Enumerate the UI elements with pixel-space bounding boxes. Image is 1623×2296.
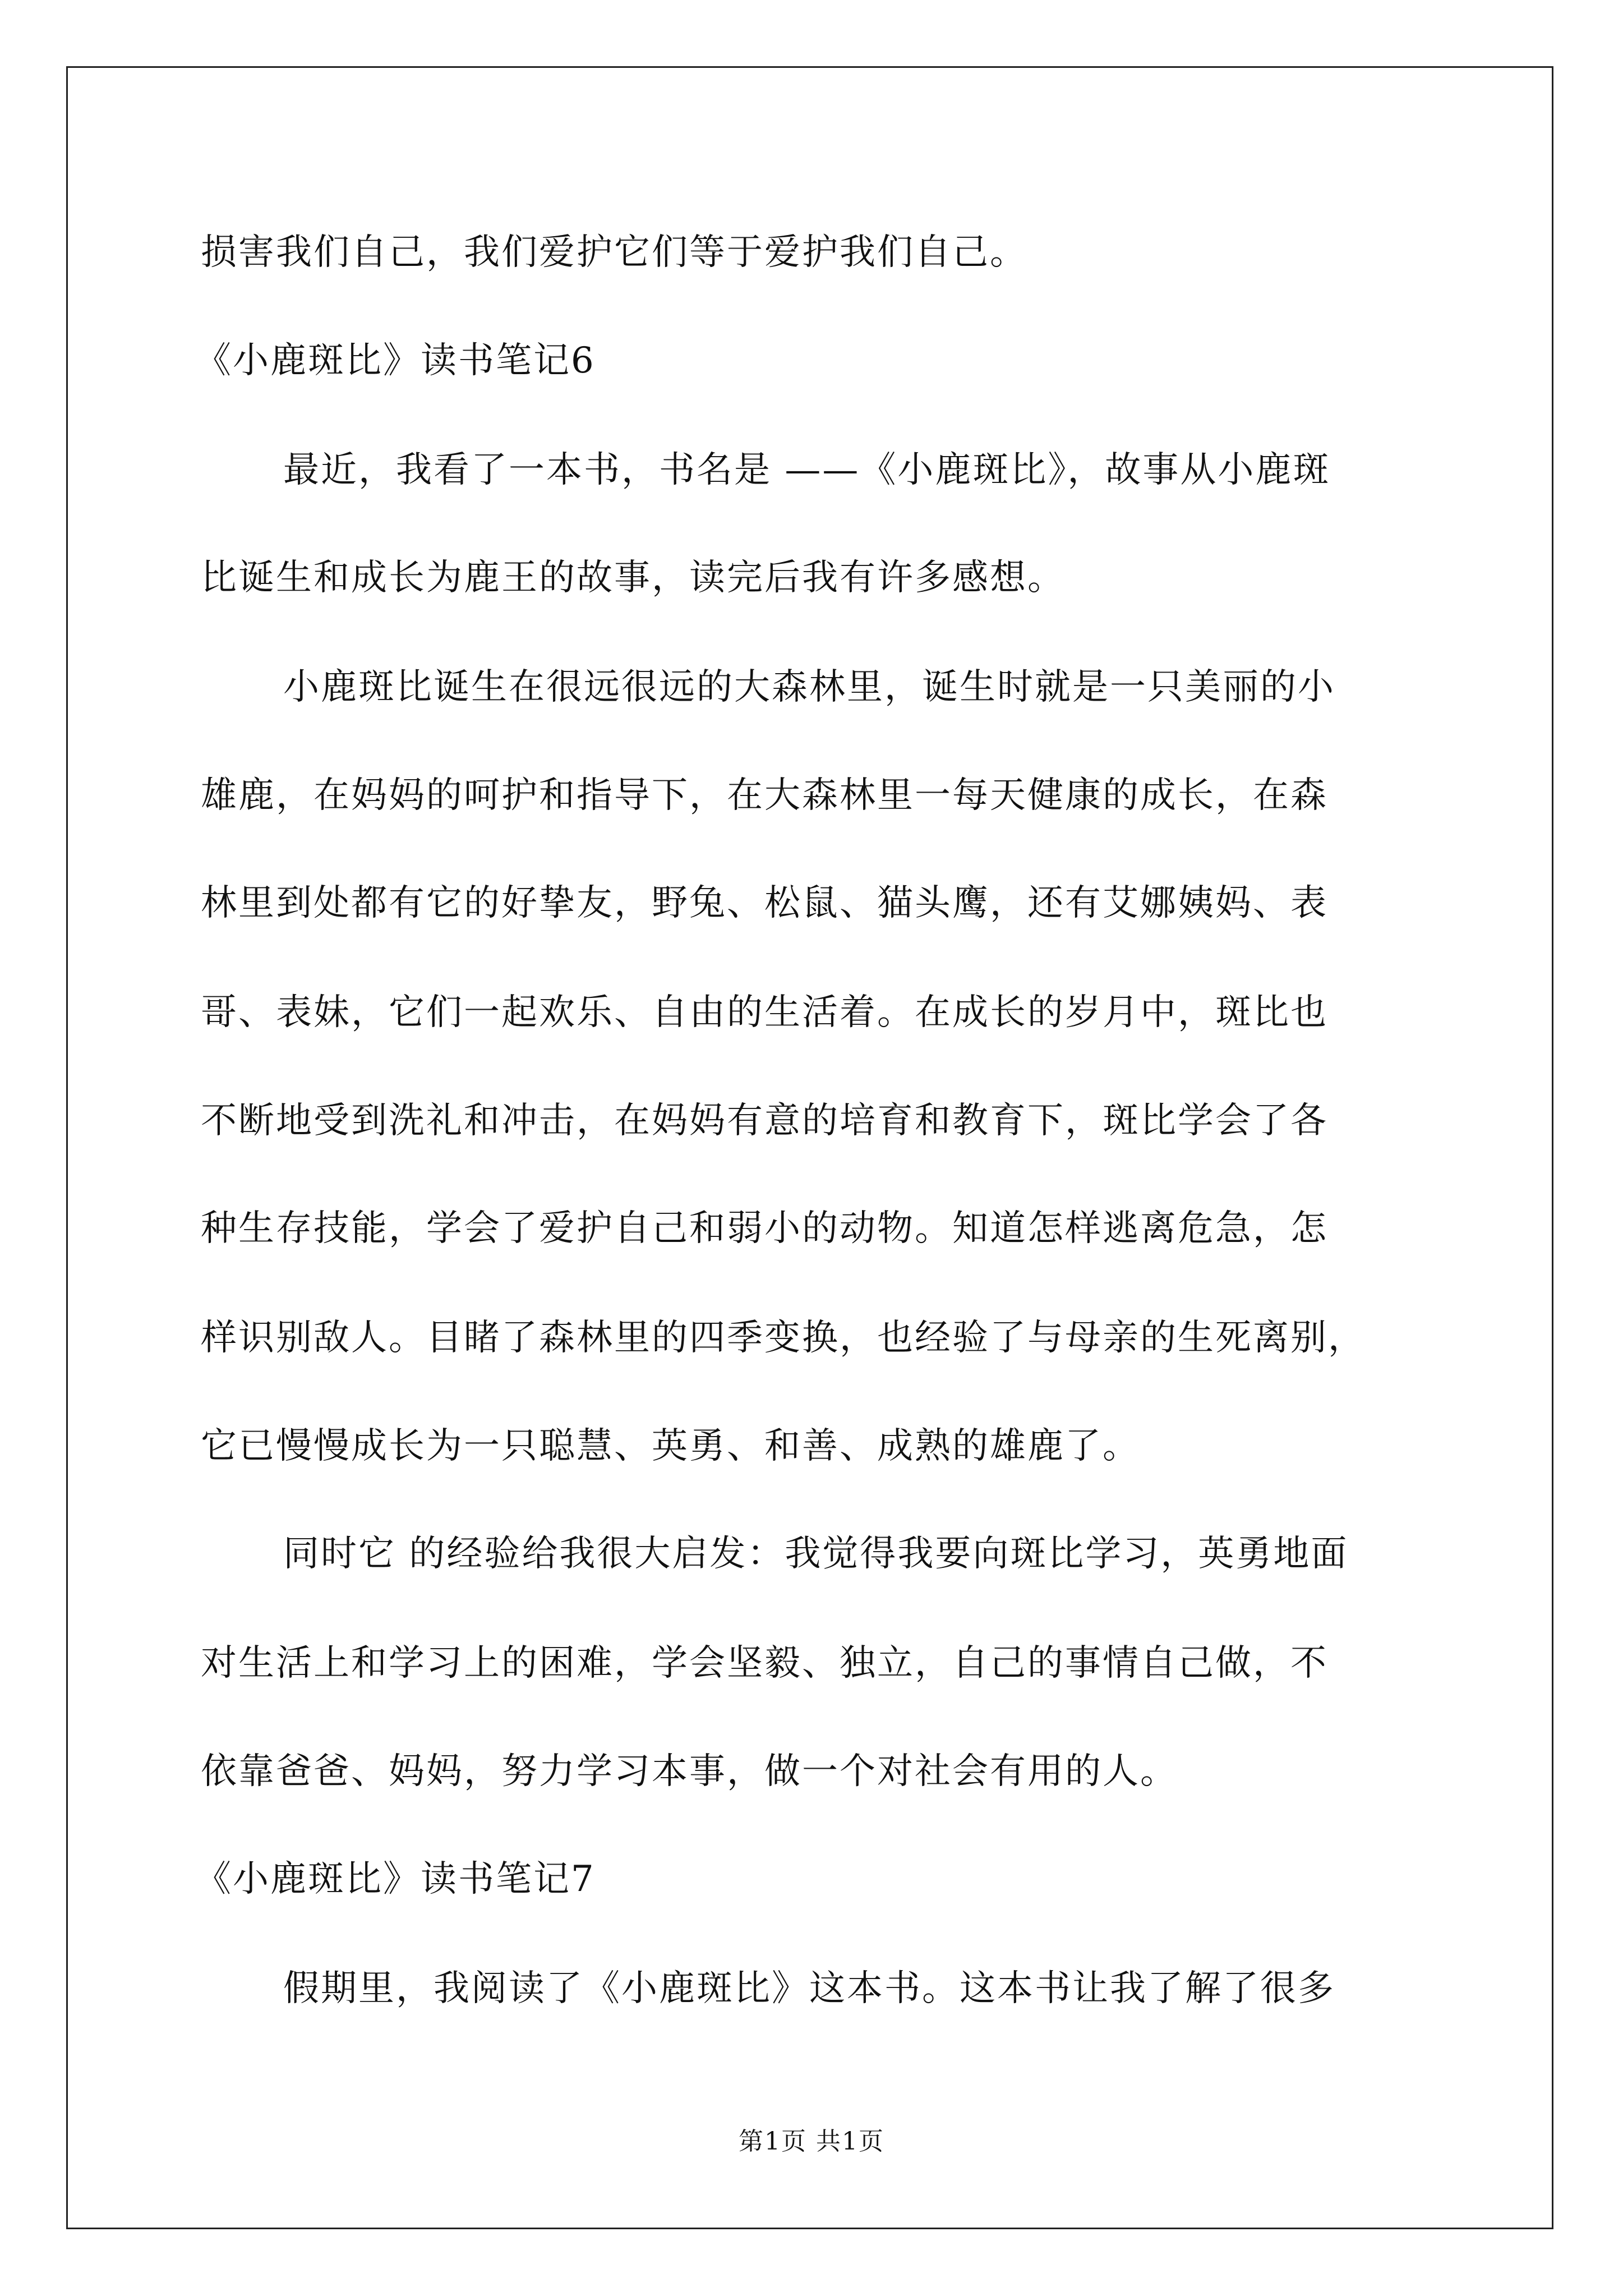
paragraph-first-line: 最近，我看了一本书，书名是 ——《小鹿斑比》，故事从小鹿斑 [283, 449, 1331, 491]
paragraph-first-line: 假期里，我阅读了《小鹿斑比》这本书。这本书让我了解了很多 [283, 1968, 1335, 2009]
body-line: 哥、表妹，它们一起欢乐、自由的生活着。在成长的岁月中，斑比也 [201, 992, 1328, 1033]
section-heading: 《小鹿斑比》读书笔记7 [195, 1858, 596, 1900]
body-line: 样识别敌人。目睹了森林里的四季变换，也经验了与母亲的生死离别， [201, 1317, 1366, 1359]
body-line: 比诞生和成长为鹿王的故事，读完后我有许多感想。 [201, 557, 1065, 599]
section-heading: 《小鹿斑比》读书笔记6 [195, 340, 596, 381]
body-line: 种生存技能，学会了爱护自己和弱小的动物。知道怎样逃离危急，怎 [201, 1208, 1328, 1249]
paragraph-first-line: 小鹿斑比诞生在很远很远的大森林里，诞生时就是一只美丽的小 [283, 666, 1335, 708]
body-line: 对生活上和学习上的困难，学会坚毅、独立，自己的事情自己做，不 [201, 1642, 1328, 1684]
body-line: 它已慢慢成长为一只聪慧、英勇、和善、成熟的雄鹿了。 [201, 1425, 1140, 1467]
body-line: 损害我们自己，我们爱护它们等于爱护我们自己。 [201, 232, 1027, 273]
body-line: 雄鹿，在妈妈的呵护和指导下，在大森林里一每天健康的成长，在森 [201, 775, 1328, 816]
page-border [66, 66, 1553, 2229]
body-line: 不断地受到洗礼和冲击，在妈妈有意的培育和教育下，斑比学会了各 [201, 1100, 1328, 1142]
body-line: 林里到处都有它的好挚友，野兔、松鼠、猫头鹰，还有艾娜姨妈、表 [201, 882, 1328, 924]
page-footer: 第1页 共1页 [739, 2127, 884, 2156]
body-line: 依靠爸爸、妈妈，努力学习本事，做一个对社会有用的人。 [201, 1751, 1178, 1792]
paragraph-first-line: 同时它 的经验给我很大启发：我觉得我要向斑比学习，英勇地面 [283, 1533, 1349, 1575]
